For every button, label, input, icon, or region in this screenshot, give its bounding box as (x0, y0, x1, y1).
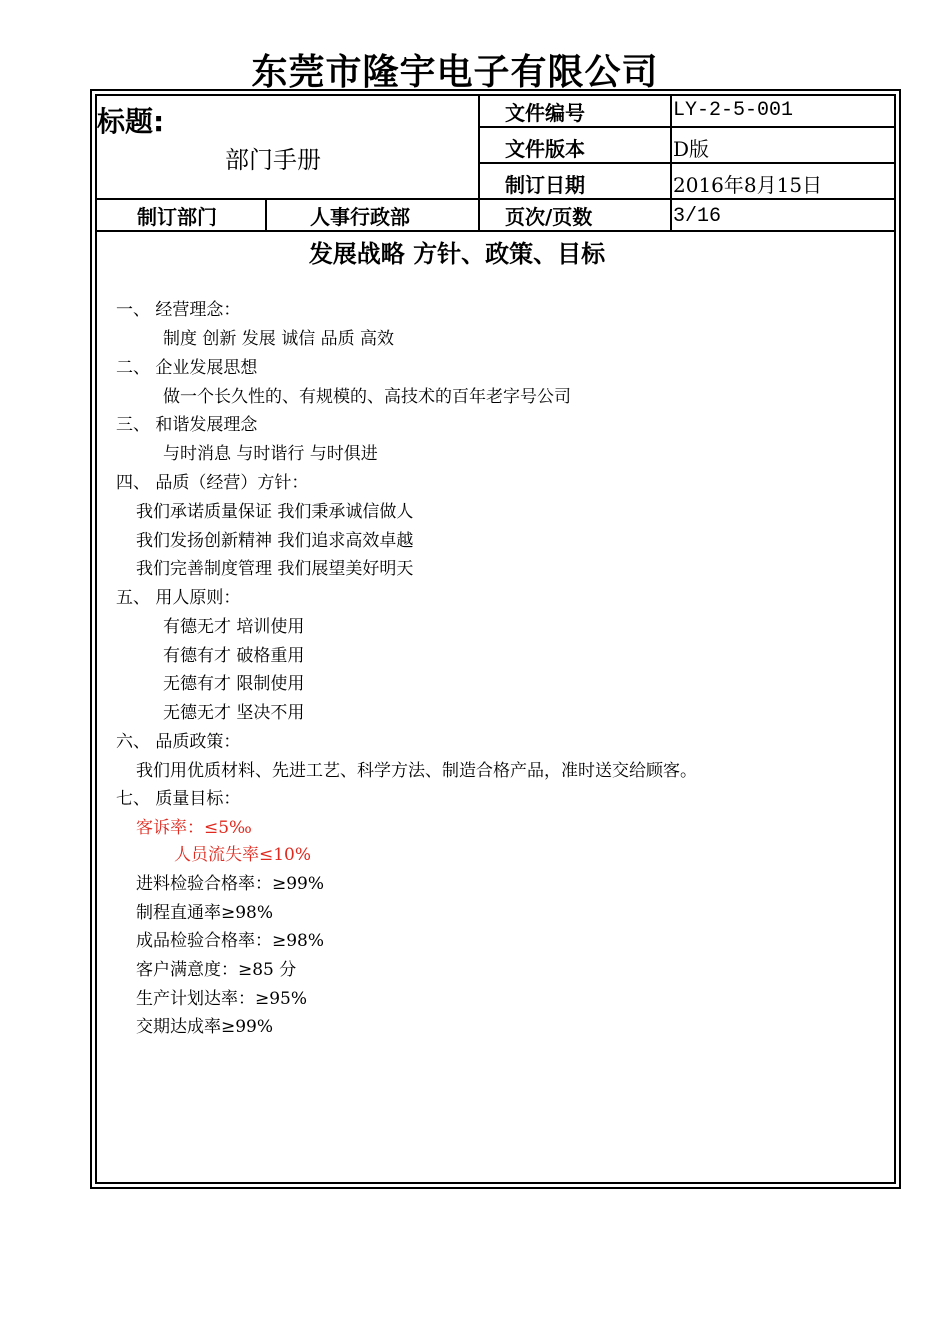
dept-value: 人事行政部 (310, 205, 410, 229)
heading-2: 二、 企业发展思想 (116, 358, 258, 378)
doc-no-value: LY-2-5-001 (673, 99, 794, 122)
content-line: 有德无才 培训使用 (163, 617, 305, 637)
header-rule (95, 198, 896, 200)
content-line: 无德无才 坚决不用 (163, 703, 305, 723)
title-value: 部门手册 (225, 146, 321, 174)
target-line: 交期达成率≥99% (136, 1017, 274, 1037)
content-line: 我们用优质材料、先进工艺、科学方法、制造合格产品，准时送交给顾客。 (136, 761, 697, 781)
header-divider (478, 94, 480, 232)
content-line: 与时消息 与时谐行 与时俱进 (163, 444, 378, 464)
heading-3: 三、 和谐发展理念 (116, 415, 258, 435)
version-value: D版 (673, 137, 710, 161)
heading-1: 一、 经营理念： (116, 300, 241, 320)
target-line: 制程直通率≥98% (136, 903, 274, 923)
content-line: 制度 创新 发展 诚信 品质 高效 (163, 329, 395, 349)
target-line: 成品检验合格率：≥98% (136, 931, 325, 951)
header-rule (478, 126, 896, 128)
date-label: 制订日期 (505, 173, 585, 197)
header-rule (95, 230, 896, 232)
target-line: 客户满意度：≥85 分 (136, 960, 297, 980)
date-value: 2016年8月15日 (673, 173, 823, 197)
header-divider (265, 198, 267, 232)
doc-no-label: 文件编号 (505, 101, 585, 125)
section-title: 发展战略 方针、政策、目标 (308, 240, 606, 268)
company-name: 东莞市隆宇电子有限公司 (251, 52, 659, 93)
page-label: 页次/页数 (505, 205, 593, 229)
header-rule (478, 162, 896, 164)
content-line: 我们发扬创新精神 我们追求高效卓越 (136, 531, 414, 551)
content-line: 我们完善制度管理 我们展望美好明天 (136, 559, 414, 579)
heading-5: 五、 用人原则： (116, 588, 241, 608)
title-label: 标题: (97, 105, 165, 138)
content-line: 做一个长久性的、有规模的、高技术的百年老字号公司 (163, 387, 571, 407)
target-complaint-rate: 客诉率：≤5‰ (136, 818, 252, 838)
dept-label: 制订部门 (137, 205, 217, 229)
content-line: 我们承诺质量保证 我们秉承诚信做人 (136, 502, 414, 522)
heading-4: 四、 品质（经营）方针： (116, 473, 309, 493)
content-line: 无德有才 限制使用 (163, 674, 305, 694)
page-value: 3/16 (673, 205, 722, 228)
version-label: 文件版本 (505, 137, 585, 161)
header-divider (670, 94, 672, 232)
target-turnover-rate: 人员流失率≤10% (174, 845, 312, 865)
target-line: 生产计划达率：≥95% (136, 989, 308, 1009)
heading-6: 六、 品质政策： (116, 732, 241, 752)
content-line: 有德有才 破格重用 (163, 646, 305, 666)
heading-7: 七、 质量目标： (116, 789, 241, 809)
target-line: 进料检验合格率：≥99% (136, 874, 325, 894)
